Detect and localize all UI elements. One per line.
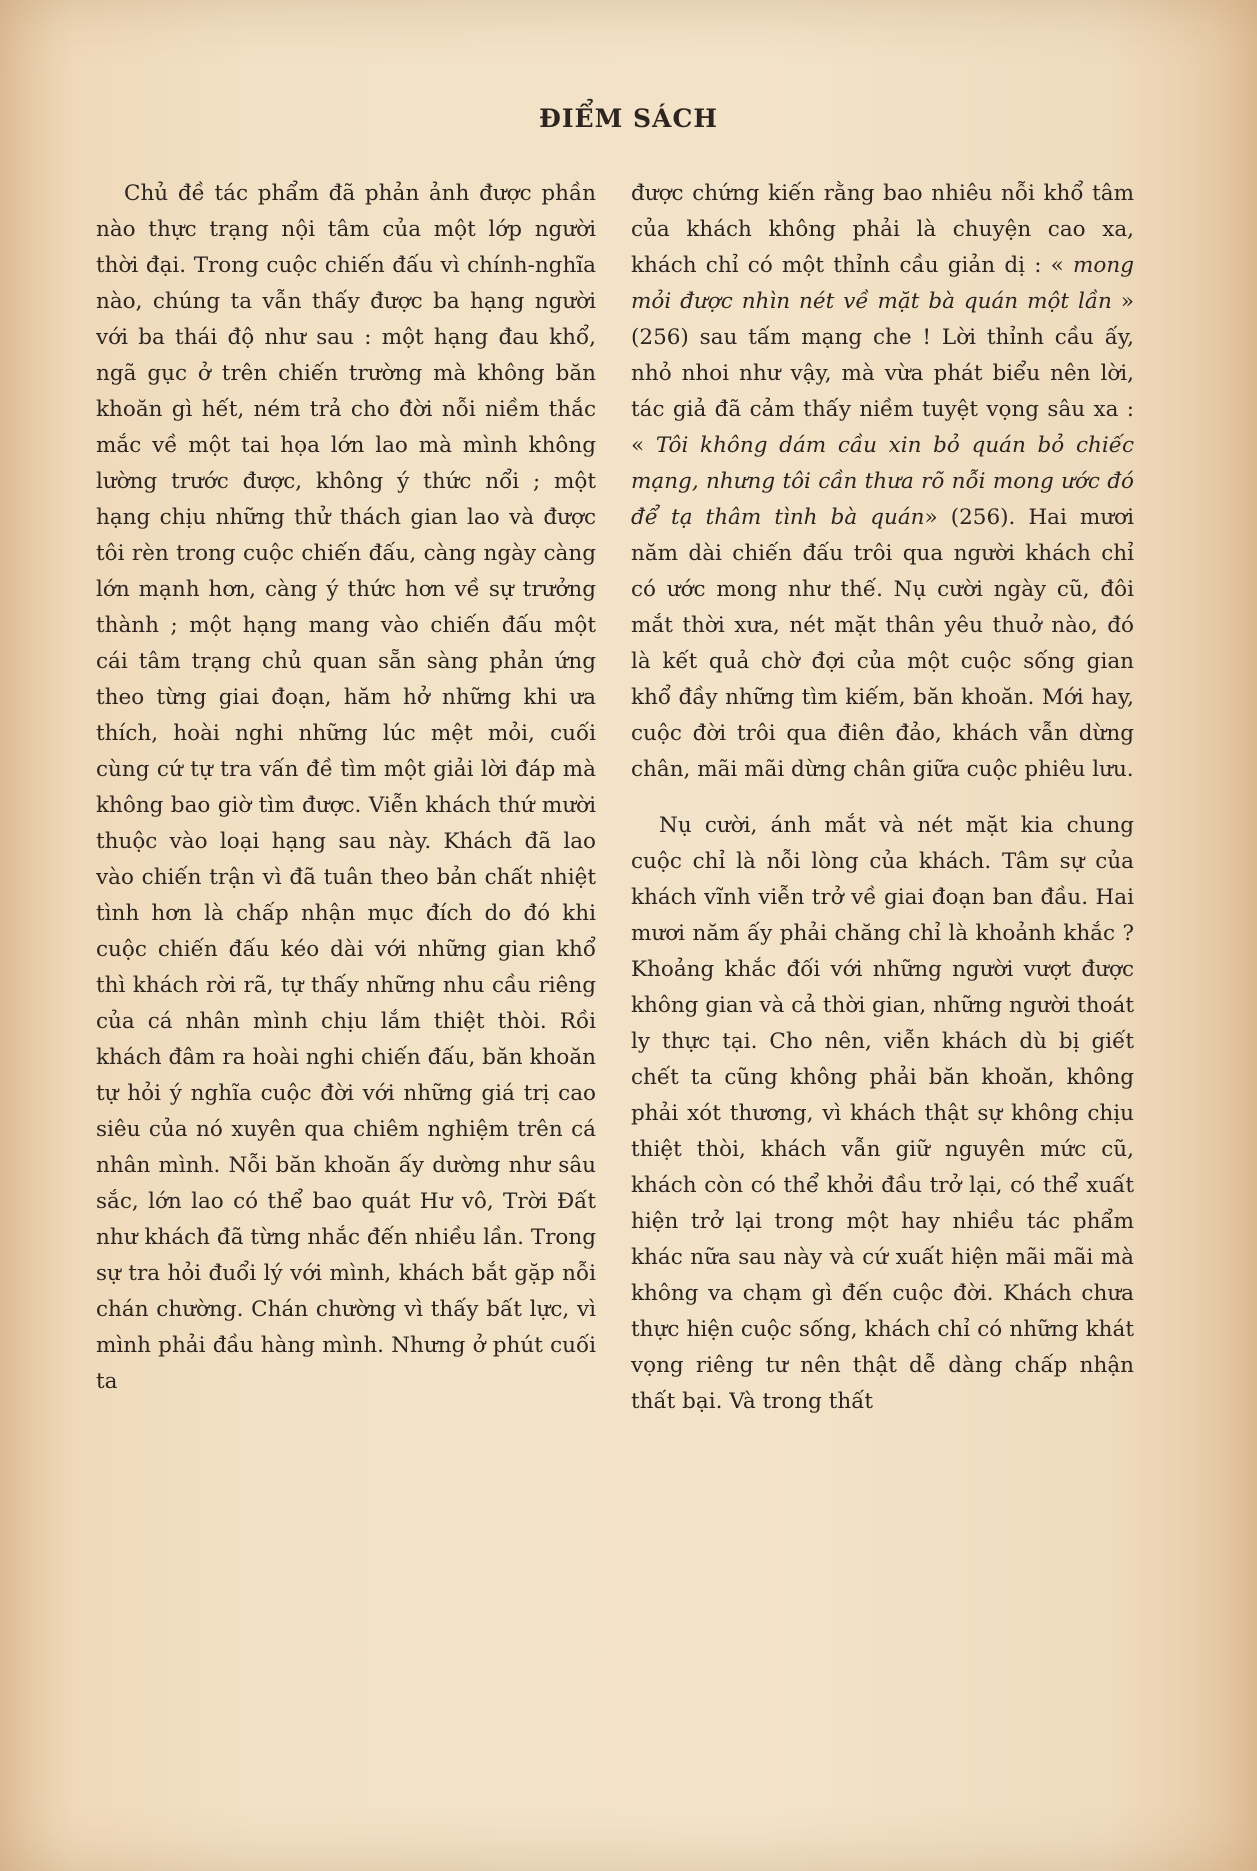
right-paragraph-1 [631,176,1134,788]
quote-italic: Tôi không dám cầu xin bỏ quán bỏ chiếc mạng, nhưng tôi cần thưa rõ nỗi mong ước đó để tạ thâm tình bà quán [631,433,1134,530]
text-segment: » (256) sau tấm mạng che ! Lời thỉnh cầu ấy, nhỏ nhoi như vậy, mà vừa phát biểu nên lời, tác giả đã cảm thấy niềm tuyệt vọng sâu xa : « [631,289,1134,458]
left-paragraph: Chủ đề tác phẩm đã phản ảnh được phần nào thực trạng nội tâm của một lớp người thời đại. Trong cuộc chiến đấu vì chính-nghĩa nào, chúng ta vẫn thấy được ba hạng người với ba thái độ như sau : một hạng đau khổ, ngã gục ở trên chiến trường mà không băn khoăn gì hết, ném trả cho đời nỗi niềm thắc mắc về một tai họa lớn lao mà mình không lường trước được, không ý thức nổi ; một hạng chịu những thử thách gian lao và được tôi rèn trong cuộc chiến đấu, càng ngày càng lớn mạnh hơn, càng ý thức hơn về sự trưởng thành ; một hạng mang vào chiến đấu một cái tâm trạng chủ quan sẵn sàng phản ứng theo từng giai đoạn, hăm hở những khi ưa thích, hoài nghi những lúc mệt mỏi, cuối cùng cứ tự tra vấn đề tìm một giải lời đáp mà không bao giờ tìm được. Viễn khách thứ mười thuộc vào loại hạng sau này. Khách đã lao vào chiến trận vì đã tuân theo bản chất nhiệt tình hơn là chấp nhận mục đích do đó khi cuộc chiến đấu kéo dài với những gian khổ thì khách rời rã, tự thấy những nhu cầu riêng của cá nhân mình chịu lắm thiệt thòi. Rồi khách đâm ra hoài nghi chiến đấu, băn khoăn tự hỏi ý nghĩa cuộc đời với những giá trị cao siêu của nó xuyên qua chiêm nghiệm trên cá nhân mình. Nỗi băn khoăn ấy dường như sâu sắc, lớn lao có thể bao quát Hư vô, Trời Đất như khách đã từng nhắc đến nhiều lần. Trong sự tra hỏi đuổi lý với mình, khách bắt gặp nỗi chán chường. Chán chường vì thấy bất lực, vì mình phải đầu hàng mình. Nhưng ở phút cuối ta [96,181,596,1394]
left-column [96,176,596,1400]
text-segment: » (256). Hai mươi năm dài chiến đấu trôi qua người khách chỉ có ước mong như thế. Nụ cười ngày cũ, đôi mắt thời xưa, nét mặt thân yêu thuở nào, đó là kết quả chờ đợi của một cuộc sống gian khổ đầy những tìm kiếm, băn khoăn. Mới hay, cuộc đời trôi qua điên đảo, khách vẫn dừng chân, mãi mãi dừng chân giữa cuộc phiêu lưu. [631,505,1134,782]
text-segment: được chứng kiến rằng bao nhiêu nỗi khổ tâm của khách không phải là chuyện cao xa, khách chỉ có một thỉnh cầu giản dị : « [631,181,1134,278]
right-column [631,176,1134,1420]
quote-italic: mong mỏi được nhìn nét về mặt bà quán một lần [631,253,1134,314]
page-header: ĐIỂM SÁCH [539,104,718,133]
right-paragraph-2: Nụ cười, ánh mắt và nét mặt kia chung cuộc chỉ là nỗi lòng của khách. Tâm sự của khách vĩnh viễn trở về giai đoạn ban đầu. Hai mươi năm ấy phải chăng chỉ là khoảnh khắc ? Khoảng khắc đối với những người vượt được không gian và cả thời gian, những người thoát ly thực tại. Cho nên, viễn khách dù bị giết chết ta cũng không phải băn khoăn, không phải xót thương, vì khách thật sự không chịu thiệt thòi, khách vẫn giữ nguyên mức cũ, khách còn có thể khởi đầu trở lại, có thể xuất hiện trở lại trong một hay nhiều tác phẩm khác nữa sau này và cứ xuất hiện mãi mãi mà không va chạm gì đến cuộc đời. Khách chưa thực hiện cuộc sống, khách chỉ có những khát vọng riêng tư nên thật dễ dàng chấp nhận thất bại. Và trong thất [631,813,1134,1414]
